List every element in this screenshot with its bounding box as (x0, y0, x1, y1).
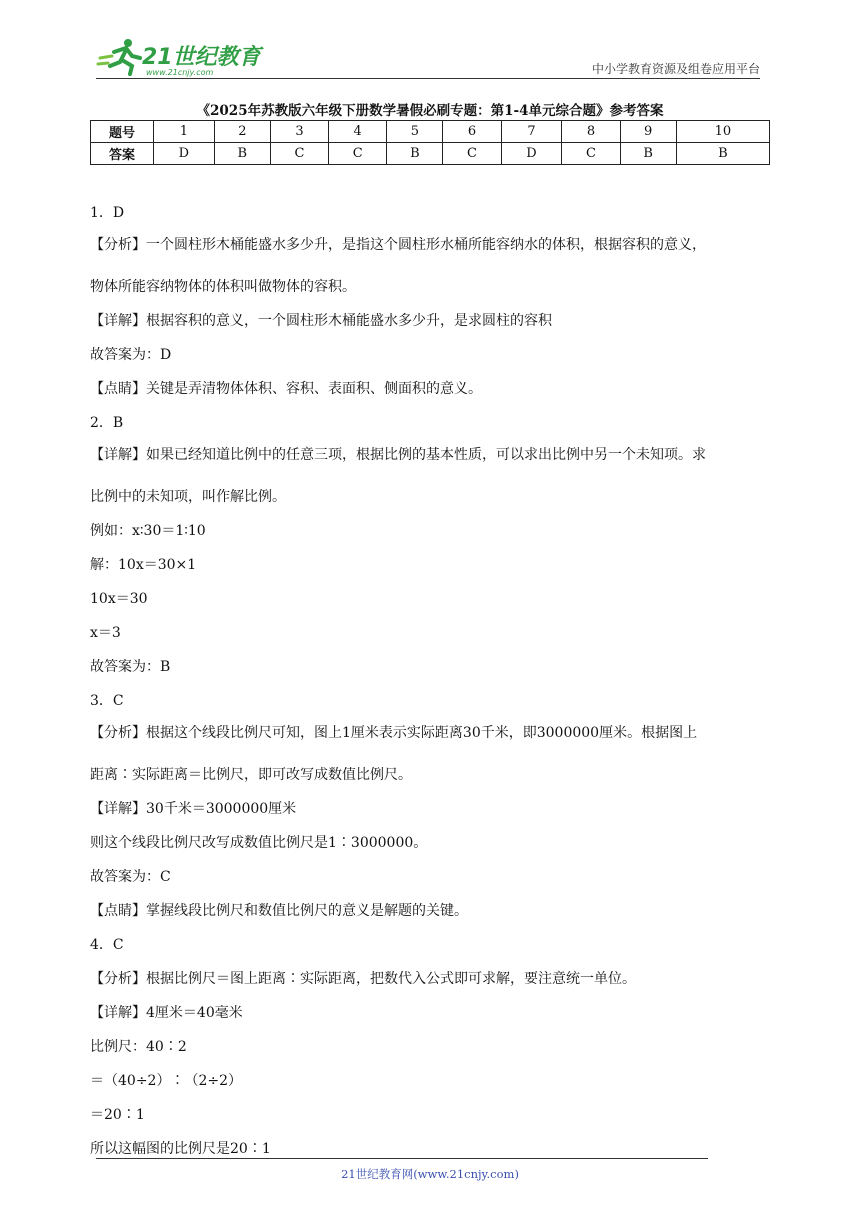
text-line: 例如：x∶30＝1∶10 (90, 523, 206, 539)
table-cell: B (387, 143, 443, 165)
answer-table (90, 120, 770, 165)
table-cell: C (562, 143, 620, 165)
table-cell: C (443, 143, 501, 165)
table-cell: B (620, 143, 676, 165)
logo (96, 36, 266, 78)
table-cell: D (501, 143, 562, 165)
document-title: 《2025年苏教版六年级下册数学暑假必刷专题：第1-4单元综合题》参考答案 (196, 103, 664, 119)
logo-text: 21世纪教育 (142, 45, 261, 70)
table-cell: 10 (676, 121, 769, 143)
table-cell: 6 (443, 121, 501, 143)
text-line: 则这个线段比例尺改写成数值比例尺是1∶3000000。 (90, 835, 428, 851)
text-line: 【分析】一个圆柱形木桶能盛水多少升，是指这个圆柱形水桶所能容纳水的体积，根据容积的意义， (90, 237, 706, 253)
table-cell: 3 (270, 121, 328, 143)
text-line: 【点睛】关键是弄清物体体积、容积、表面积、侧面积的意义。 (90, 381, 482, 397)
table-cell: 7 (501, 121, 562, 143)
row-header-number: 题号 (91, 121, 154, 143)
table-cell: 4 (329, 121, 387, 143)
text-line: ＝20∶1 (90, 1107, 145, 1123)
question-number-row (91, 121, 770, 143)
text-line: 【详解】如果已经知道比例中的任意三项，根据比例的基本性质，可以求出比例中另一个未知项。求 (90, 447, 706, 463)
platform-name: 中小学教育资源及组卷应用平台 (591, 62, 760, 76)
text-line: 【详解】30千米＝3000000厘米 (90, 801, 297, 817)
table-cell: C (329, 143, 387, 165)
solution-body (90, 196, 770, 1166)
text-line: 物体所能容纳物体的体积叫做物体的容积。 (90, 279, 356, 295)
text-line: 解：10x＝30×1 (90, 557, 197, 573)
text-line: 【详解】根据容积的意义，一个圆柱形木桶能盛水多少升，是求圆柱的容积 (90, 313, 552, 329)
text-line: x＝3 (90, 625, 121, 641)
text-line: 比例中的未知项，叫作解比例。 (90, 489, 286, 505)
question-heading: 4．C (90, 937, 124, 953)
table-cell: 1 (154, 121, 215, 143)
text-line: 故答案为：C (90, 869, 171, 885)
question-heading: 2．B (90, 415, 124, 431)
text-line: 距离∶实际距离＝比例尺，即可改写成数值比例尺。 (90, 767, 412, 783)
table-cell: 9 (620, 121, 676, 143)
header-divider (96, 78, 760, 79)
table-cell: B (214, 143, 270, 165)
answer-row (91, 143, 770, 165)
text-line: 故答案为：D (90, 347, 172, 363)
text-line: 【分析】根据这个线段比例尺可知，图上1厘米表示实际距离30千米，即3000000厘米。根据图上 (90, 725, 698, 741)
table-cell: D (154, 143, 215, 165)
text-line: 比例尺：40∶2 (90, 1039, 187, 1055)
text-line: 10x＝30 (90, 591, 148, 607)
question-heading: 3．C (90, 693, 124, 709)
table-cell: 5 (387, 121, 443, 143)
footer-divider (96, 1158, 708, 1159)
question-heading: 1．D (90, 205, 125, 221)
text-line: 所以这幅图的比例尺是20∶1 (90, 1141, 271, 1157)
table-cell: B (676, 143, 769, 165)
text-line: 【点睛】掌握线段比例尺和数值比例尺的意义是解题的关键。 (90, 903, 468, 919)
text-line: 故答案为：B (90, 659, 171, 675)
text-line: 【分析】根据比例尺＝图上距离∶实际距离，把数代入公式即可求解，要注意统一单位。 (90, 971, 636, 987)
page-header (96, 36, 760, 80)
text-line: ＝（40÷2）∶（2÷2） (90, 1073, 242, 1089)
footer-link[interactable]: 21世纪教育网(www.21cnjy.com) (341, 1167, 519, 1181)
row-header-answer: 答案 (91, 143, 154, 165)
table-cell: 8 (562, 121, 620, 143)
runner-icon (98, 39, 140, 74)
table-cell: 2 (214, 121, 270, 143)
text-line: 【详解】4厘米＝40毫米 (90, 1005, 243, 1021)
table-cell: C (270, 143, 328, 165)
logo-url: www.21cnjy.com (146, 68, 214, 77)
